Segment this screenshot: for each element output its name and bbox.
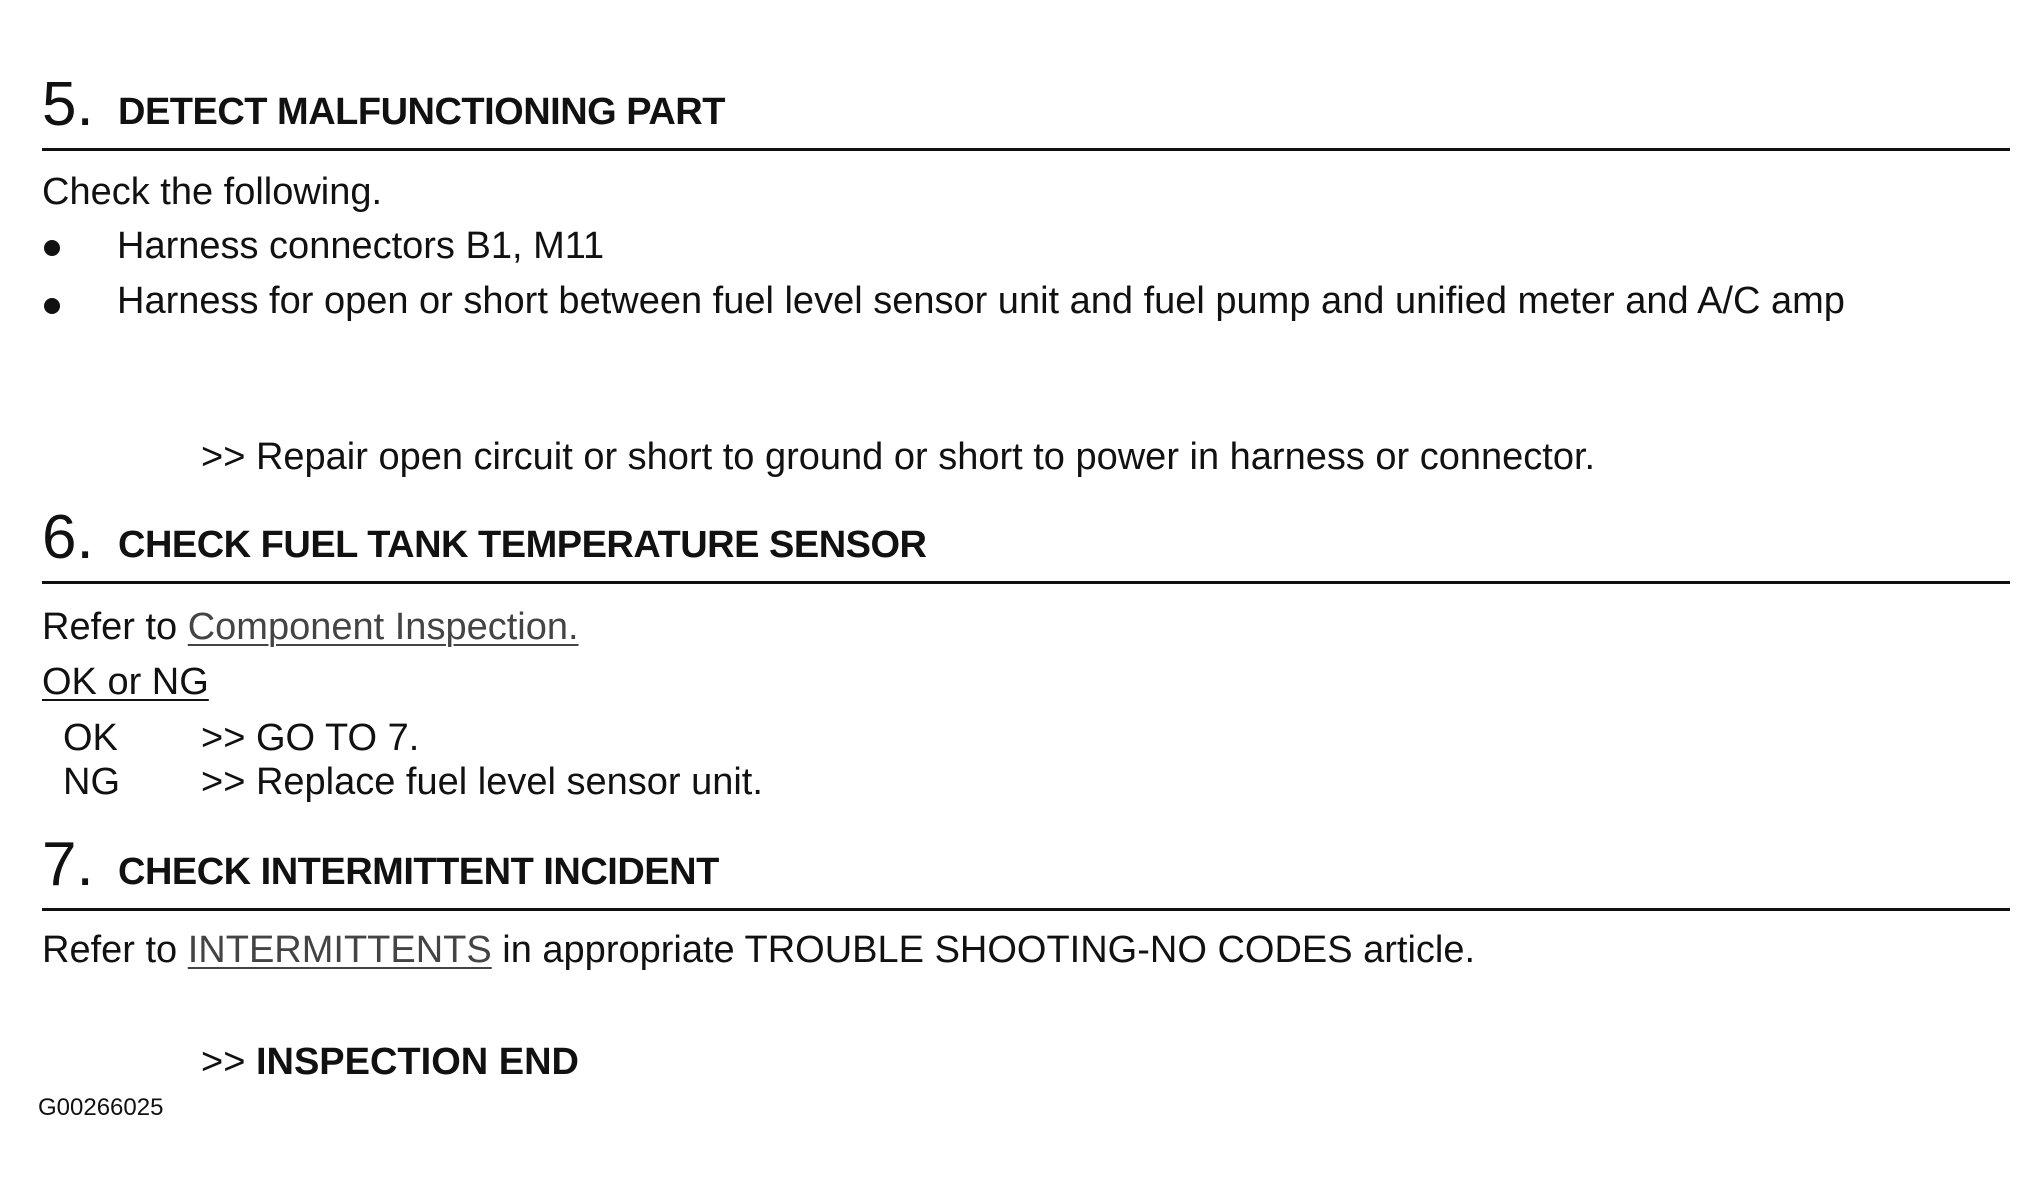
step-7-refer-prefix: Refer to (42, 929, 178, 971)
result-ok-text: GO TO 7. (255, 717, 420, 759)
step-6-title: CHECK FUEL TANK TEMPERATURE SENSOR (118, 524, 927, 566)
figure-id: G00266025 (38, 1094, 164, 1121)
result-ng-prefix: >> (201, 761, 246, 803)
intermittents-link[interactable]: INTERMITTENTS (187, 929, 492, 971)
step-7-refer-suffix: in appropriate TROUBLE SHOOTING-NO CODES article. (502, 929, 1476, 971)
step-5-bullet-1: Harness connectors B1, M11 (117, 225, 605, 267)
inspection-end-prefix: >> (201, 1041, 246, 1083)
bullet-icon (44, 240, 60, 256)
result-ng-action (201, 760, 763, 804)
step-5-intro: Check the following. (42, 171, 383, 213)
step-7-refer (42, 928, 1475, 972)
component-inspection-link[interactable]: Component Inspection. (187, 606, 579, 648)
result-ok-prefix: >> (201, 717, 246, 759)
step-7-number: 7. (42, 830, 94, 899)
inspection-end (201, 1040, 579, 1084)
step-5-bullet-2: Harness for open or short between fuel level sensor unit and fuel pump and unified meter and A/C amp (117, 280, 1845, 322)
result-ok-action (201, 716, 419, 760)
result-ng-key: NG (63, 761, 120, 803)
step-7-title: CHECK INTERMITTENT INCIDENT (118, 851, 719, 893)
step-6-refer (42, 605, 579, 649)
step-6-heading (42, 503, 2010, 584)
step-5-number: 5. (42, 70, 94, 139)
step-5-action-prefix: >> (201, 436, 246, 478)
step-5-action-text: Repair open circuit or short to ground or short to power in harness or connector. (255, 436, 1596, 478)
step-5-action (201, 435, 1595, 479)
result-ok-key: OK (63, 717, 118, 759)
bullet-icon (44, 298, 60, 314)
ok-or-ng-label: OK or NG (42, 661, 209, 703)
inspection-end-text: INSPECTION END (255, 1041, 579, 1083)
step-6-number: 6. (42, 503, 94, 572)
step-6-refer-prefix: Refer to (42, 606, 178, 648)
step-7-heading (42, 830, 2010, 911)
result-ng-text: Replace fuel level sensor unit. (255, 761, 763, 803)
step-5-title: DETECT MALFUNCTIONING PART (118, 91, 725, 133)
step-5-heading (42, 70, 2010, 151)
